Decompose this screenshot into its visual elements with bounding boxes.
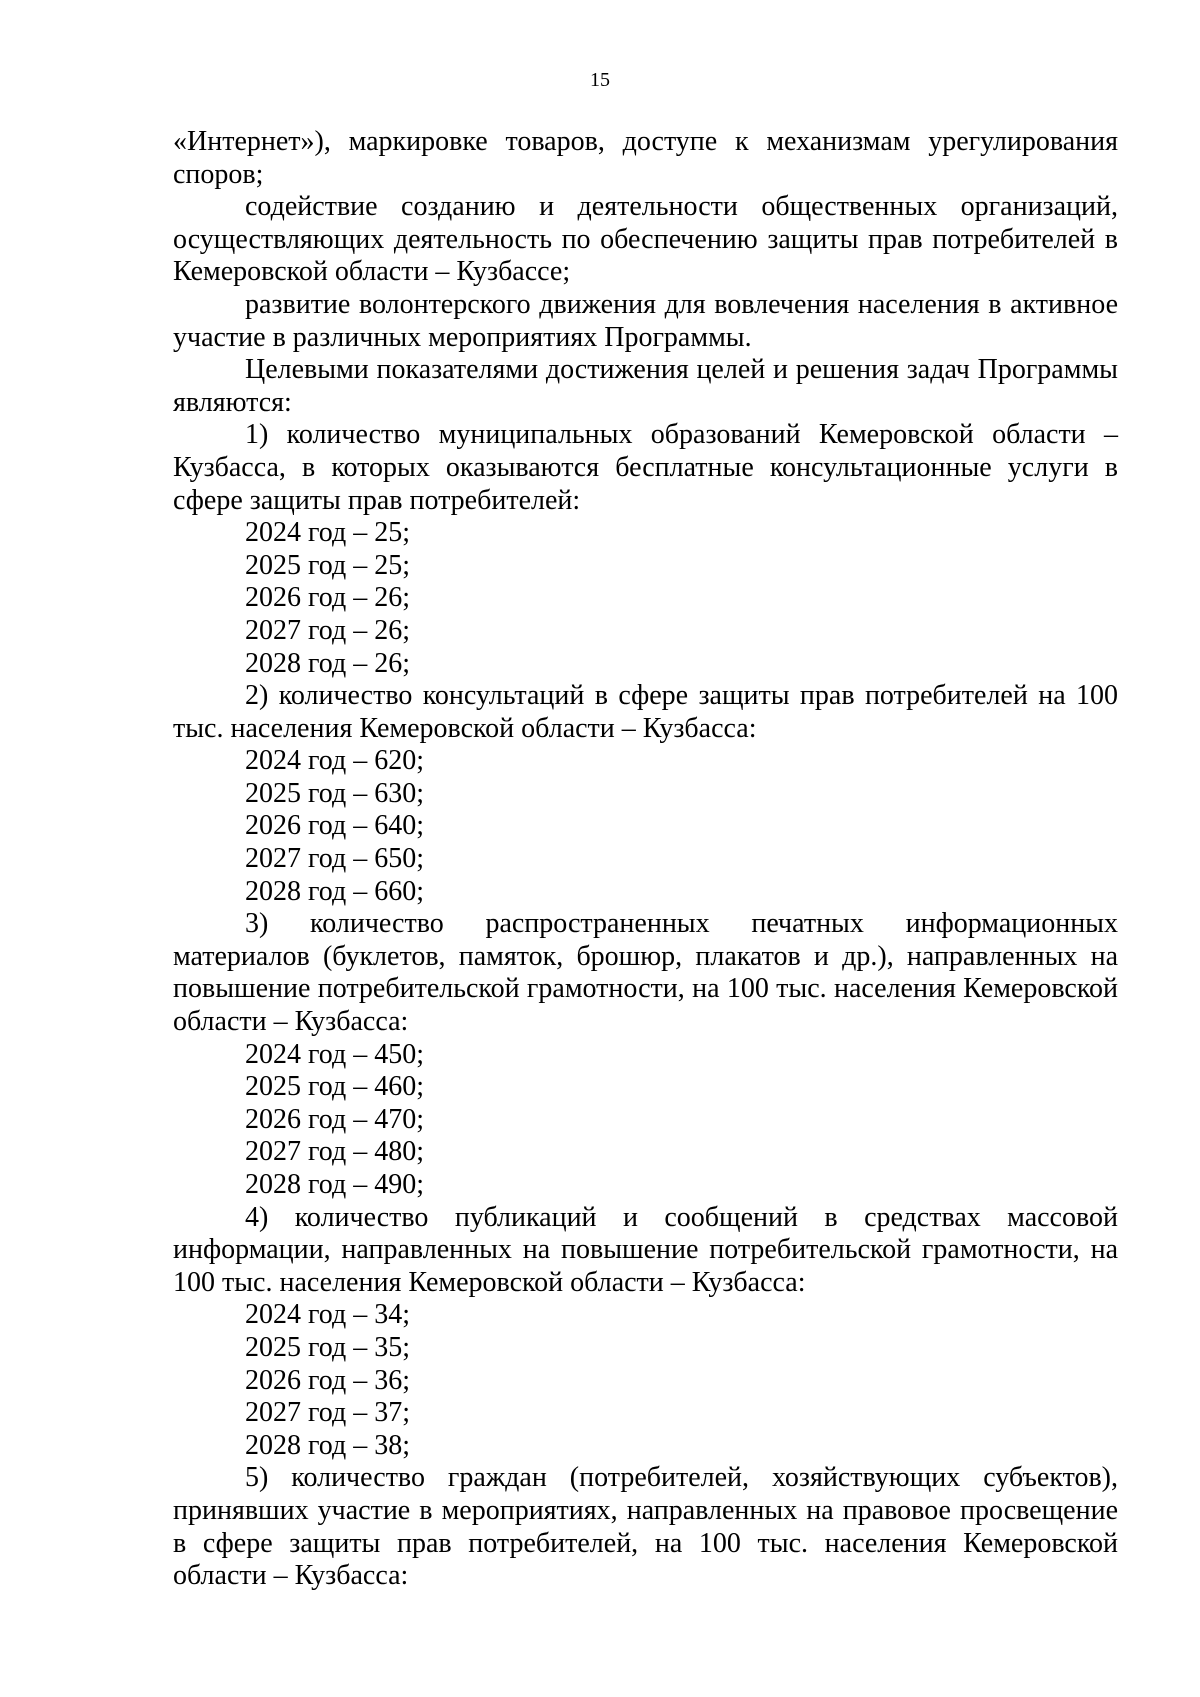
- indicator-2-text: 2) количество консультаций в сфере защиты прав потребителей на 100 тыс. населения Кемеровской области – Кузбасса:: [173, 680, 1118, 744]
- indicator-3-value: 2026 год – 470;: [245, 1103, 425, 1135]
- indicator-2-value: 2027 год – 650;: [245, 843, 425, 875]
- indicator-3-value: 2025 год – 460;: [245, 1071, 425, 1103]
- paragraph-public-organizations: содействие созданию и деятельности общественных организаций, осуществляющих деятельность по обеспечению защиты прав потребителей в Кемеровской области – Кузбассе;: [173, 191, 1118, 288]
- indicator-2-value: 2025 год – 630;: [245, 777, 425, 809]
- indicator-2-value: 2026 год – 640;: [245, 810, 425, 842]
- paragraph-continuation: «Интернет»), маркировке товаров, доступе к механизмам урегулирования споров;: [173, 126, 1118, 190]
- indicator-5-text: 5) количество граждан (потребителей, хозяйствующих субъектов), принявших участие в мероприятиях, направленных на правовое просвещение в сфере защиты прав потребителей, на 100 тыс. населения Кемеровской области – Кузбасса:: [173, 1462, 1118, 1592]
- indicator-3-value: 2024 год – 450;: [245, 1038, 425, 1070]
- indicator-4-value: 2028 год – 38;: [245, 1429, 411, 1461]
- indicator-3-text: 3) количество распространенных печатных информационных материалов (буклетов, памяток, брошюр, плакатов и др.), направленных на повышение потребительской грамотности, на 100 тыс. населения Кемеровской области – Кузбасса:: [173, 908, 1118, 1038]
- indicator-1-value: 2024 год – 25;: [245, 517, 411, 549]
- indicator-1-value: 2025 год – 25;: [245, 549, 411, 581]
- document-body: [173, 126, 1118, 1593]
- indicator-1-value: 2028 год – 26;: [245, 647, 411, 679]
- indicator-4-text: 4) количество публикаций и сообщений в средствах массовой информации, направленных на повышение потребительской грамотности, на 100 тыс. населения Кемеровской области – Кузбасса:: [173, 1201, 1118, 1298]
- indicator-4-value: 2026 год – 36;: [245, 1364, 411, 1396]
- indicator-4-value: 2025 год – 35;: [245, 1331, 411, 1363]
- indicator-1-value: 2027 год – 26;: [245, 614, 411, 646]
- paragraph-target-indicators-intro: Целевыми показателями достижения целей и решения задач Программы являются:: [173, 354, 1118, 418]
- paragraph-volunteer-movement: развитие волонтерского движения для вовлечения населения в активное участие в различных мероприятиях Программы.: [173, 288, 1118, 353]
- indicator-2-value: 2028 год – 660;: [245, 875, 425, 907]
- indicator-3-value: 2028 год – 490;: [245, 1169, 425, 1200]
- indicator-1-text: 1) количество муниципальных образований Кемеровской области – Кузбасса, в которых оказываются бесплатные консультационные услуги в сфере защиты прав потребителей:: [173, 419, 1118, 516]
- indicator-4-value: 2024 год – 34;: [245, 1299, 411, 1331]
- page-number: 15: [590, 69, 610, 91]
- indicator-3-value: 2027 год – 480;: [245, 1136, 425, 1168]
- indicator-4-value: 2027 год – 37;: [245, 1397, 411, 1429]
- indicator-2-value: 2024 год – 620;: [245, 745, 425, 777]
- indicator-1-value: 2026 год – 26;: [245, 582, 411, 614]
